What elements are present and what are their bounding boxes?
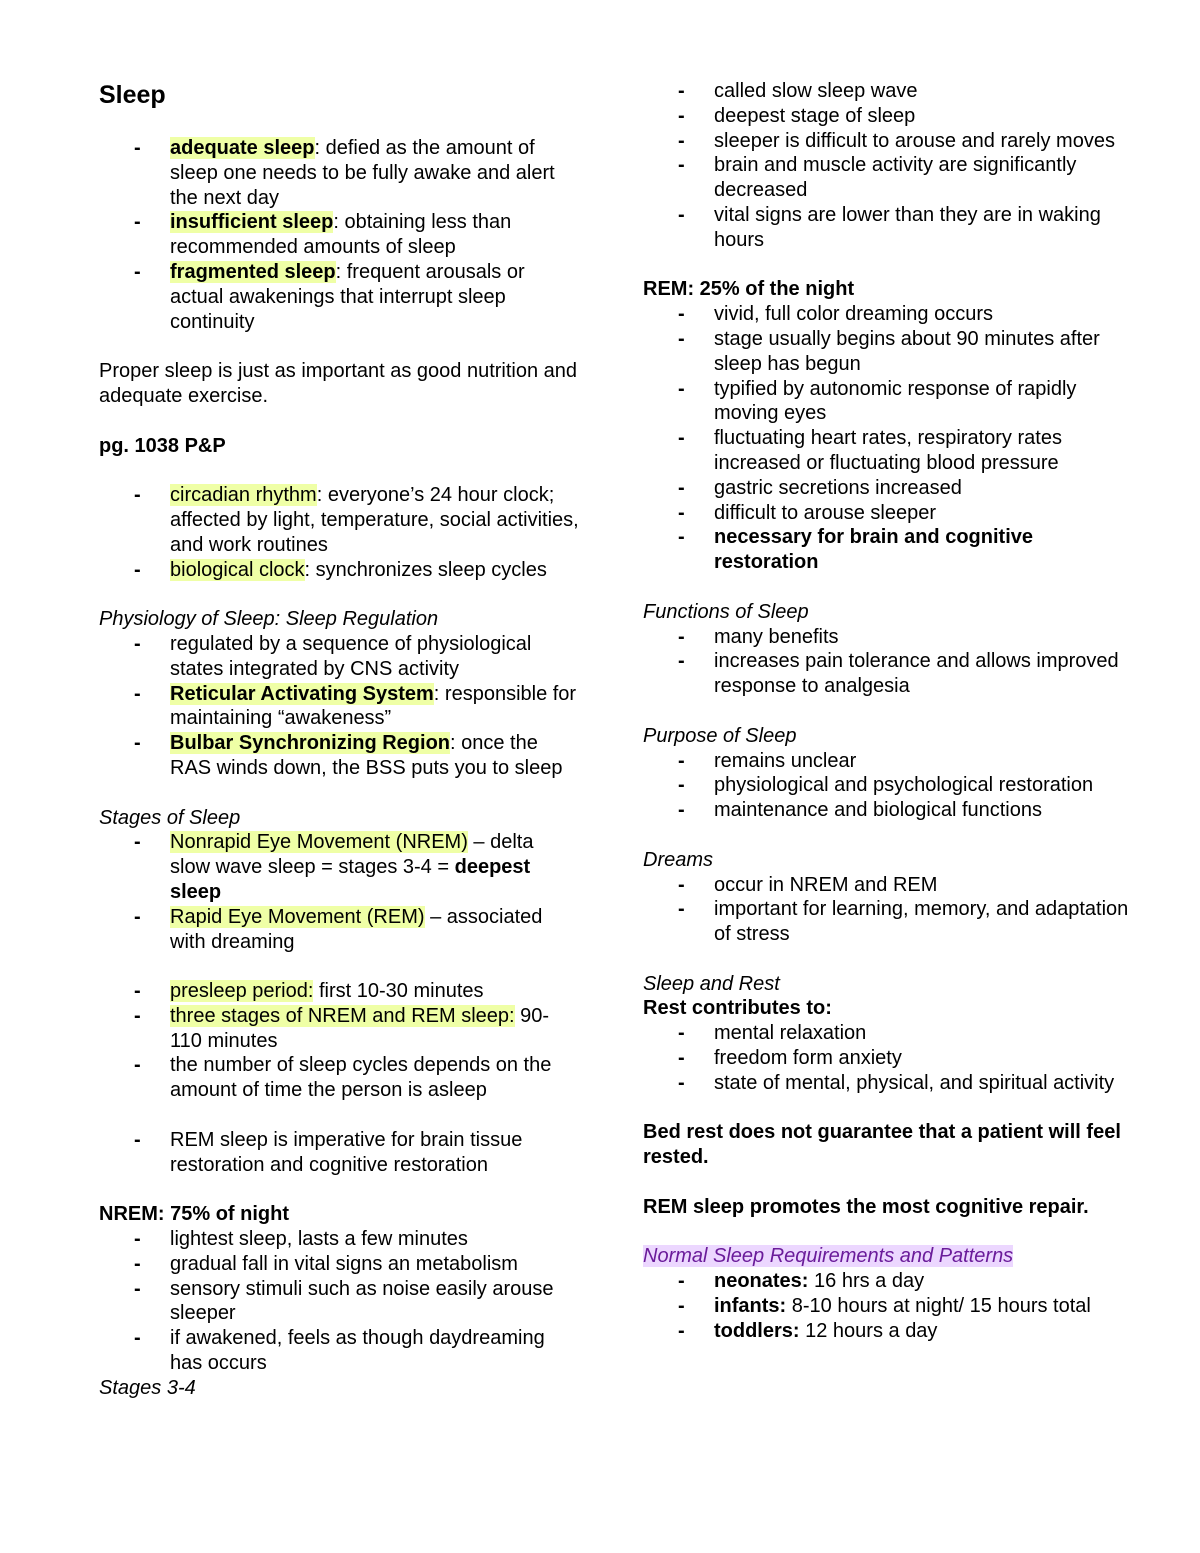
definition: : frequent arousals or actual awakenings that interrupt sleep continuity bbox=[170, 260, 525, 333]
section-heading: Functions of Sleep bbox=[643, 600, 809, 623]
list-item: - Rapid Eye Movement (REM) – associated with dreaming bbox=[134, 905, 543, 953]
list-item: - freedom form anxiety bbox=[678, 1047, 902, 1070]
section-heading: REM: 25% of the night bbox=[643, 278, 855, 301]
list-item: - necessary for brain and cognitive restoration bbox=[678, 526, 1033, 574]
list-item: - physiological and psychological restoration bbox=[678, 774, 1094, 797]
list-item: - adequate sleep: defied as the amount of sleep one needs to be fully awake and alert the next day bbox=[134, 137, 555, 209]
list-item: - increases pain tolerance and allows improved response to analgesia bbox=[678, 650, 1119, 698]
rest-list bbox=[643, 1021, 1133, 1095]
list-item: - three stages of NREM and REM sleep: 90-110 minutes bbox=[134, 1004, 550, 1052]
term: fragmented sleep bbox=[170, 260, 336, 283]
list-item: - infants: 8-10 hours at night/ 15 hours total bbox=[678, 1295, 1091, 1318]
left-column bbox=[99, 0, 579, 1401]
list-item: - stage usually begins about 90 minutes after sleep has begun bbox=[678, 327, 1100, 375]
list-item: - biological clock: synchronizes sleep cycles bbox=[134, 558, 547, 581]
page-reference: pg. 1038 P&P bbox=[99, 434, 226, 457]
list-item: - toddlers: 12 hours a day bbox=[678, 1319, 938, 1342]
list-item: - fragmented sleep: frequent arousals or actual awakenings that interrupt sleep continuity bbox=[134, 260, 525, 333]
list-item: - Bulbar Synchronizing Region: once the RAS winds down, the BSS puts you to sleep bbox=[134, 732, 563, 779]
list-item: - presleep period: first 10-30 minutes bbox=[134, 980, 484, 1003]
list-item: - circadian rhythm: everyone’s 24 hour clock; affected by light, temperature, social activities, and work routines bbox=[134, 484, 579, 556]
list-item: - lightest sleep, lasts a few minutes bbox=[134, 1228, 468, 1251]
page-title: Sleep bbox=[99, 81, 166, 109]
list-item: - REM sleep is imperative for brain tissue restoration and cognitive restoration bbox=[134, 1128, 523, 1176]
list-item: - the number of sleep cycles depends on the amount of time the person is asleep bbox=[134, 1054, 552, 1102]
paragraph: Proper sleep is just as important as good nutrition and adequate exercise. bbox=[99, 360, 578, 407]
normal-list bbox=[643, 1269, 1133, 1343]
functions-list bbox=[643, 625, 1133, 699]
list-item: - brain and muscle activity are significantly decreased bbox=[678, 154, 1077, 202]
term: circadian rhythm bbox=[170, 484, 317, 507]
list-item: - typified by autonomic response of rapidly moving eyes bbox=[678, 377, 1077, 425]
stages-list bbox=[99, 830, 579, 954]
section-heading: Physiology of Sleep: Sleep Regulation bbox=[99, 608, 439, 631]
section-heading: Sleep and Rest bbox=[643, 972, 780, 995]
list-item: - neonates: 16 hrs a day bbox=[678, 1270, 925, 1293]
section-heading: Stages of Sleep bbox=[99, 806, 241, 829]
list-item: - regulated by a sequence of physiological states integrated by CNS activity bbox=[134, 632, 532, 680]
cycle-list bbox=[99, 979, 579, 1103]
purpose-list bbox=[643, 749, 1133, 823]
rem-list bbox=[643, 302, 1133, 575]
list-item: - Reticular Activating System: responsible for maintaining “awakeness” bbox=[134, 682, 577, 730]
list-item: - deepest stage of sleep bbox=[678, 104, 916, 127]
list-item: - maintenance and biological functions bbox=[678, 799, 1042, 822]
definitions-list bbox=[99, 136, 579, 334]
list-item: - many benefits bbox=[678, 625, 839, 648]
bold-note: Bed rest does not guarantee that a patient will feel rested. bbox=[643, 1121, 1121, 1169]
list-item: - insufficient sleep: obtaining less than recommended amounts of sleep bbox=[134, 211, 512, 259]
definition: : obtaining less than recommended amounts of sleep bbox=[170, 211, 512, 259]
list-item: - vital signs are lower than they are in waking hours bbox=[678, 203, 1101, 251]
nrem-list bbox=[99, 1227, 579, 1376]
list-item: - sensory stimuli such as noise easily arouse sleeper bbox=[134, 1277, 554, 1325]
section-heading: Stages 3-4 bbox=[99, 1376, 196, 1399]
section-heading: Normal Sleep Requirements and Patterns bbox=[643, 1245, 1014, 1268]
list-item: - fluctuating heart rates, respiratory rates increased or fluctuating blood pressure bbox=[678, 427, 1062, 474]
list-item: - remains unclear bbox=[678, 749, 857, 772]
list-item: - Nonrapid Eye Movement (NREM) – delta slow wave sleep = stages 3-4 = deepest sleep bbox=[134, 831, 534, 903]
term: adequate sleep bbox=[170, 137, 315, 159]
list-item: - vivid, full color dreaming occurs bbox=[678, 303, 993, 326]
rem-note-list bbox=[99, 1128, 579, 1178]
section-heading: NREM: 75% of night bbox=[99, 1203, 289, 1226]
list-item: - state of mental, physical, and spiritual activity bbox=[678, 1071, 1115, 1094]
term: Reticular Activating System bbox=[170, 682, 434, 705]
list-item: - called slow sleep wave bbox=[678, 80, 918, 102]
list-item: - important for learning, memory, and adaptation of stress bbox=[678, 898, 1129, 946]
list-item: - gastric secretions increased bbox=[678, 476, 962, 499]
term: insufficient sleep bbox=[170, 211, 334, 234]
list-item: - gradual fall in vital signs an metabolism bbox=[134, 1252, 518, 1275]
physiology-list bbox=[99, 632, 579, 781]
term: Bulbar Synchronizing Region bbox=[170, 732, 451, 755]
list-item: - if awakened, feels as though daydreaming has occurs bbox=[134, 1327, 545, 1375]
section-heading: Purpose of Sleep bbox=[643, 724, 797, 747]
rhythm-list bbox=[99, 483, 579, 582]
list-item: - difficult to arouse sleeper bbox=[678, 501, 936, 524]
right-column bbox=[643, 0, 1133, 1344]
stages34-list bbox=[643, 79, 1133, 253]
list-item: - sleeper is difficult to arouse and rarely moves bbox=[678, 129, 1115, 152]
term: biological clock bbox=[170, 558, 305, 581]
list-item: - occur in NREM and REM bbox=[678, 873, 938, 896]
section-heading: Dreams bbox=[643, 848, 714, 871]
dreams-list bbox=[643, 873, 1133, 947]
bold-note: REM sleep promotes the most cognitive repair. bbox=[643, 1195, 1089, 1218]
list-item: - mental relaxation bbox=[678, 1022, 867, 1045]
subheading: Rest contributes to: bbox=[643, 997, 832, 1020]
definition: : defied as the amount of sleep one needs to be fully awake and alert the next day bbox=[170, 137, 555, 209]
